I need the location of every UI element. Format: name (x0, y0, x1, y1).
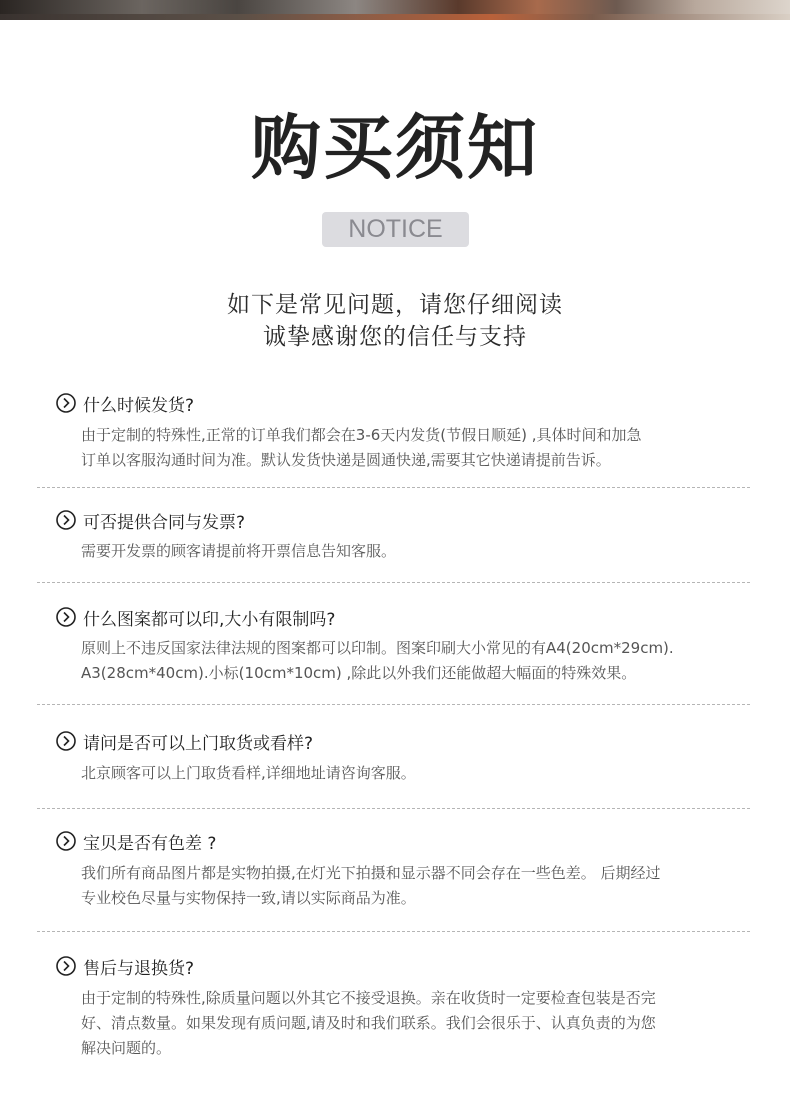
dashed-divider (37, 808, 750, 809)
faq-answer-line: 北京顾客可以上门取货看样,详细地址请咨询客服。 (81, 764, 416, 782)
faq-answer-line: 好、清点数量。如果发现有质问题,请及时和我们联系。我们会很乐于、认真负责的为您 (81, 1014, 656, 1032)
faq-answer-line: 订单以客服沟通时间为准。默认发货快递是圆通快递,需要其它快递请提前告诉。 (81, 451, 611, 469)
chevron-right-circle-icon (55, 509, 77, 531)
faq-answer-line: 由于定制的特殊性,正常的订单我们都会在3-6天内发货(节假日顺延) ,具体时间和加急 (81, 426, 642, 444)
dashed-divider (37, 704, 750, 705)
faq-answer (81, 861, 741, 911)
chevron-right-circle-icon (55, 730, 77, 752)
chevron-right-circle-icon (55, 830, 77, 852)
faq-question-text: 可否提供合同与发票? (83, 512, 246, 533)
faq-answer (81, 636, 741, 686)
faq-answer (81, 539, 741, 564)
intro-line-2: 诚挚感谢您的信任与支持 (263, 324, 527, 350)
header-banner-image (0, 0, 790, 20)
faq-question-text: 什么图案都可以印,大小有限制吗? (83, 609, 336, 630)
faq-answer (81, 761, 741, 786)
chevron-right-circle-icon (55, 392, 77, 414)
page-title: 购买须知 (251, 107, 539, 189)
faq-question (55, 954, 194, 978)
faq-question (55, 605, 335, 629)
faq-answer-line: 解决问题的。 (81, 1039, 172, 1057)
faq-question-text: 宝贝是否有色差 ? (83, 833, 217, 854)
dashed-divider (37, 487, 750, 488)
faq-answer-line: 由于定制的特殊性,除质量问题以外其它不接受退换。亲在收货时一定要检查包装是否完 (81, 989, 656, 1007)
dashed-divider (37, 931, 750, 932)
dashed-divider (37, 582, 750, 583)
chevron-right-circle-icon (55, 606, 77, 628)
faq-question (55, 391, 194, 415)
faq-answer-line: A3(28cm*40cm).小标(10cm*10cm) ,除此以外我们还能做超大幅面的特殊效果。 (81, 664, 637, 682)
faq-question-text: 售后与退换货? (83, 958, 195, 979)
faq-question-text: 什么时候发货? (83, 395, 195, 416)
faq-answer-line: 原则上不违反国家法律法规的图案都可以印制。图案印刷大小常见的有A4(20cm*29cm). (81, 639, 674, 657)
intro-line-1: 如下是常见问题，请您仔细阅读 (227, 292, 563, 318)
faq-answer (81, 986, 741, 1061)
chevron-right-circle-icon (55, 955, 77, 977)
faq-question (55, 829, 216, 853)
faq-answer-line: 专业校色尽量与实物保持一致,请以实际商品为准。 (81, 889, 416, 907)
faq-answer-line: 我们所有商品图片都是实物拍摄,在灯光下拍摄和显示器不同会存在一些色差。 后期经过 (81, 864, 661, 882)
banner-decoration (0, 14, 790, 20)
notice-badge: NOTICE (322, 212, 469, 247)
faq-question (55, 508, 245, 532)
faq-answer-line: 需要开发票的顾客请提前将开票信息告知客服。 (81, 542, 397, 560)
faq-answer (81, 423, 741, 473)
faq-question-text: 请问是否可以上门取货或看样? (83, 733, 314, 754)
faq-question (55, 729, 313, 753)
